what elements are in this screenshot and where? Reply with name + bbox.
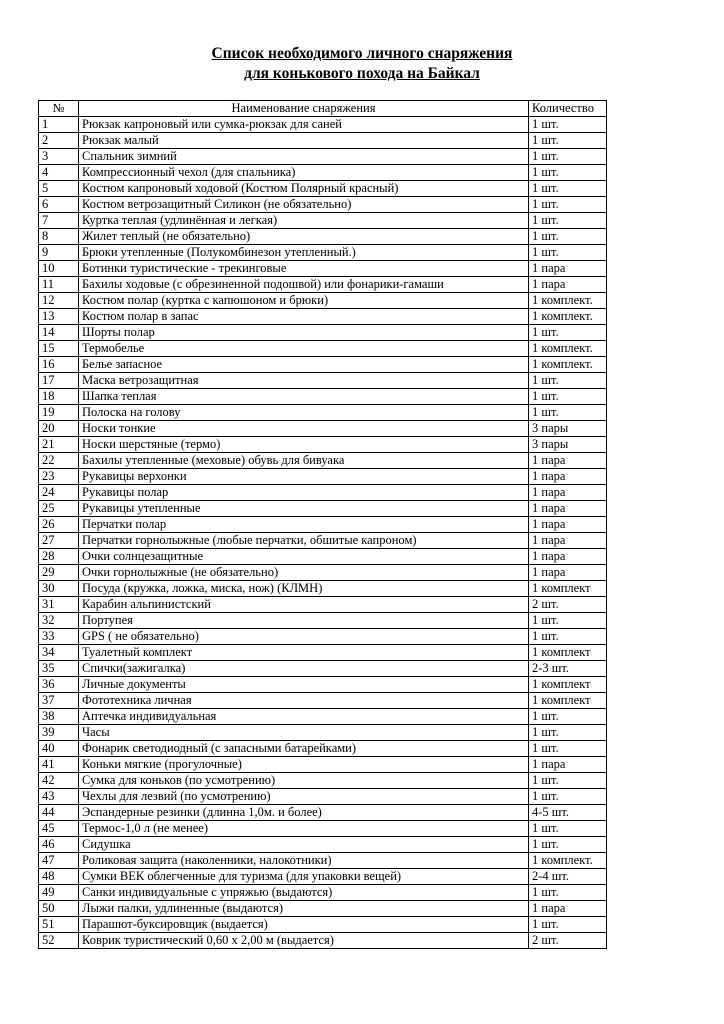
item-name: Фонарик светодиодный (с запасными батарейками) <box>79 741 529 757</box>
row-number: 11 <box>39 277 79 293</box>
row-number: 2 <box>39 133 79 149</box>
item-quantity: 1 шт. <box>529 133 607 149</box>
item-quantity: 2-3 шт. <box>529 661 607 677</box>
item-quantity: 1 комплект <box>529 581 607 597</box>
table-row <box>39 693 607 709</box>
table-row <box>39 757 607 773</box>
table-row <box>39 613 607 629</box>
document-title <box>0 44 724 84</box>
item-name: Термос-1,0 л (не менее) <box>79 821 529 837</box>
table-row <box>39 533 607 549</box>
item-name: Санки индивидуальные с упряжью (выдаются) <box>79 885 529 901</box>
row-number: 33 <box>39 629 79 645</box>
item-name: Посуда (кружка, ложка, миска, нож) (КЛМН) <box>79 581 529 597</box>
item-quantity: 1 пара <box>529 565 607 581</box>
row-number: 28 <box>39 549 79 565</box>
table-header-row <box>39 101 607 117</box>
item-quantity: 1 шт. <box>529 149 607 165</box>
row-number: 23 <box>39 469 79 485</box>
item-name: Аптечка индивидуальная <box>79 709 529 725</box>
item-quantity: 1 шт. <box>529 773 607 789</box>
item-quantity: 1 шт. <box>529 837 607 853</box>
item-quantity: 1 шт. <box>529 229 607 245</box>
item-name: Костюм капроновый ходовой (Костюм Полярный красный) <box>79 181 529 197</box>
table-row <box>39 421 607 437</box>
table-row <box>39 677 607 693</box>
table-row <box>39 837 607 853</box>
row-number: 16 <box>39 357 79 373</box>
table-row <box>39 565 607 581</box>
item-quantity: 2-4 шт. <box>529 869 607 885</box>
item-name: Часы <box>79 725 529 741</box>
item-name: Парашют-буксировщик (выдается) <box>79 917 529 933</box>
row-number: 7 <box>39 213 79 229</box>
item-name: Ботинки туристические - трекинговые <box>79 261 529 277</box>
item-name: Компрессионный чехол (для спальника) <box>79 165 529 181</box>
table-row <box>39 933 607 949</box>
table-row <box>39 581 607 597</box>
item-name: Куртка теплая (удлинённая и легкая) <box>79 213 529 229</box>
item-quantity: 1 шт. <box>529 373 607 389</box>
table-row <box>39 805 607 821</box>
table-row <box>39 549 607 565</box>
header-quantity: Количество <box>529 101 607 117</box>
item-quantity: 1 комплект. <box>529 853 607 869</box>
item-quantity: 1 комплект. <box>529 357 607 373</box>
item-name: Маска ветрозащитная <box>79 373 529 389</box>
row-number: 24 <box>39 485 79 501</box>
item-quantity: 1 пара <box>529 485 607 501</box>
item-name: Сумка для коньков (по усмотрению) <box>79 773 529 789</box>
header-number: № <box>39 101 79 117</box>
table-row <box>39 789 607 805</box>
row-number: 15 <box>39 341 79 357</box>
table-row <box>39 261 607 277</box>
row-number: 41 <box>39 757 79 773</box>
row-number: 12 <box>39 293 79 309</box>
item-name: Бахилы утепленные (меховые) обувь для бивуака <box>79 453 529 469</box>
table-row <box>39 181 607 197</box>
row-number: 49 <box>39 885 79 901</box>
row-number: 14 <box>39 325 79 341</box>
item-quantity: 1 шт. <box>529 405 607 421</box>
table-row <box>39 325 607 341</box>
item-quantity: 4-5 шт. <box>529 805 607 821</box>
table-row <box>39 437 607 453</box>
item-quantity: 1 шт. <box>529 325 607 341</box>
table-row <box>39 773 607 789</box>
row-number: 42 <box>39 773 79 789</box>
item-quantity: 1 шт. <box>529 213 607 229</box>
item-name: Роликовая защита (наколенники, налокотники) <box>79 853 529 869</box>
item-name: Фототехника личная <box>79 693 529 709</box>
row-number: 21 <box>39 437 79 453</box>
item-name: Брюки утепленные (Полукомбинезон утепленный.) <box>79 245 529 261</box>
table-row <box>39 821 607 837</box>
item-name: Коврик туристический 0,60 х 2,00 м (выдается) <box>79 933 529 949</box>
item-name: Термобелье <box>79 341 529 357</box>
row-number: 31 <box>39 597 79 613</box>
table-row <box>39 165 607 181</box>
item-quantity: 3 пары <box>529 437 607 453</box>
item-name: Шапка теплая <box>79 389 529 405</box>
row-number: 6 <box>39 197 79 213</box>
item-name: Чехлы для лезвий (по усмотрению) <box>79 789 529 805</box>
row-number: 40 <box>39 741 79 757</box>
row-number: 43 <box>39 789 79 805</box>
table-row <box>39 117 607 133</box>
row-number: 19 <box>39 405 79 421</box>
table-row <box>39 917 607 933</box>
item-name: Шорты полар <box>79 325 529 341</box>
item-quantity: 1 шт. <box>529 885 607 901</box>
table-row <box>39 133 607 149</box>
row-number: 22 <box>39 453 79 469</box>
equipment-table <box>38 100 607 949</box>
item-quantity: 1 пара <box>529 517 607 533</box>
item-name: Рюкзак малый <box>79 133 529 149</box>
row-number: 18 <box>39 389 79 405</box>
item-quantity: 1 шт. <box>529 389 607 405</box>
item-name: Портупея <box>79 613 529 629</box>
row-number: 20 <box>39 421 79 437</box>
item-quantity: 1 шт. <box>529 245 607 261</box>
item-quantity: 1 пара <box>529 453 607 469</box>
item-name: Эспандерные резинки (длинна 1,0м. и более) <box>79 805 529 821</box>
item-name: Карабин альпинистский <box>79 597 529 613</box>
table-row <box>39 597 607 613</box>
table-row <box>39 149 607 165</box>
item-name: Носки тонкие <box>79 421 529 437</box>
table-row <box>39 309 607 325</box>
table-row <box>39 869 607 885</box>
row-number: 8 <box>39 229 79 245</box>
item-name: Сидушка <box>79 837 529 853</box>
row-number: 25 <box>39 501 79 517</box>
table-row <box>39 645 607 661</box>
table-row <box>39 485 607 501</box>
item-name: Белье запасное <box>79 357 529 373</box>
item-name: Костюм полар в запас <box>79 309 529 325</box>
table-row <box>39 229 607 245</box>
row-number: 48 <box>39 869 79 885</box>
row-number: 13 <box>39 309 79 325</box>
row-number: 46 <box>39 837 79 853</box>
item-quantity: 1 комплект. <box>529 309 607 325</box>
item-name: Рукавицы полар <box>79 485 529 501</box>
row-number: 27 <box>39 533 79 549</box>
table-row <box>39 357 607 373</box>
item-quantity: 1 комплект <box>529 693 607 709</box>
row-number: 39 <box>39 725 79 741</box>
item-quantity: 1 пара <box>529 533 607 549</box>
item-quantity: 1 пара <box>529 901 607 917</box>
item-quantity: 1 пара <box>529 757 607 773</box>
item-quantity: 1 шт. <box>529 197 607 213</box>
item-name: Коньки мягкие (прогулочные) <box>79 757 529 773</box>
item-name: Перчатки горнолыжные (любые перчатки, обшитые капроном) <box>79 533 529 549</box>
table-row <box>39 725 607 741</box>
item-quantity: 1 пара <box>529 277 607 293</box>
row-number: 35 <box>39 661 79 677</box>
table-row <box>39 661 607 677</box>
item-quantity: 1 пара <box>529 261 607 277</box>
item-name: Костюм ветрозащитный Силикон (не обязательно) <box>79 197 529 213</box>
table-row <box>39 501 607 517</box>
item-name: Очки горнолыжные (не обязательно) <box>79 565 529 581</box>
row-number: 30 <box>39 581 79 597</box>
item-quantity: 1 пара <box>529 501 607 517</box>
item-quantity: 1 шт. <box>529 181 607 197</box>
item-name: Носки шерстяные (термо) <box>79 437 529 453</box>
item-name: GPS ( не обязательно) <box>79 629 529 645</box>
table-row <box>39 389 607 405</box>
table-row <box>39 517 607 533</box>
row-number: 26 <box>39 517 79 533</box>
item-quantity: 1 шт. <box>529 821 607 837</box>
table-row <box>39 901 607 917</box>
row-number: 44 <box>39 805 79 821</box>
table-row <box>39 853 607 869</box>
item-name: Рукавицы верхонки <box>79 469 529 485</box>
table-row <box>39 245 607 261</box>
item-name: Спальник зимний <box>79 149 529 165</box>
row-number: 4 <box>39 165 79 181</box>
item-name: Очки солнцезащитные <box>79 549 529 565</box>
row-number: 50 <box>39 901 79 917</box>
row-number: 51 <box>39 917 79 933</box>
item-quantity: 1 шт. <box>529 613 607 629</box>
item-name: Полоска на голову <box>79 405 529 421</box>
table-row <box>39 373 607 389</box>
item-quantity: 1 шт. <box>529 165 607 181</box>
item-name: Рюкзак капроновый или сумка-рюкзак для саней <box>79 117 529 133</box>
title-line-2: для конькового похода на Байкал <box>244 65 480 82</box>
item-quantity: 1 шт. <box>529 789 607 805</box>
table-row <box>39 277 607 293</box>
item-quantity: 1 шт. <box>529 917 607 933</box>
row-number: 52 <box>39 933 79 949</box>
item-quantity: 1 пара <box>529 549 607 565</box>
title-line-1: Список необходимого личного снаряжения <box>211 45 513 62</box>
row-number: 45 <box>39 821 79 837</box>
row-number: 9 <box>39 245 79 261</box>
row-number: 17 <box>39 373 79 389</box>
row-number: 38 <box>39 709 79 725</box>
item-quantity: 1 комплект. <box>529 341 607 357</box>
item-quantity: 1 комплект <box>529 677 607 693</box>
item-name: Лыжи палки, удлиненные (выдаются) <box>79 901 529 917</box>
item-quantity: 1 пара <box>529 469 607 485</box>
item-name: Перчатки полар <box>79 517 529 533</box>
item-name: Костюм полар (куртка с капюшоном и брюки) <box>79 293 529 309</box>
item-name: Туалетный комплект <box>79 645 529 661</box>
table-row <box>39 293 607 309</box>
item-name: Сумки ВЕК облегченные для туризма (для упаковки вещей) <box>79 869 529 885</box>
item-name: Спички(зажигалка) <box>79 661 529 677</box>
row-number: 5 <box>39 181 79 197</box>
item-quantity: 1 комплект. <box>529 293 607 309</box>
item-quantity: 1 шт. <box>529 709 607 725</box>
item-quantity: 2 шт. <box>529 597 607 613</box>
row-number: 10 <box>39 261 79 277</box>
item-quantity: 1 шт. <box>529 629 607 645</box>
row-number: 37 <box>39 693 79 709</box>
item-quantity: 2 шт. <box>529 933 607 949</box>
item-quantity: 1 шт. <box>529 741 607 757</box>
row-number: 36 <box>39 677 79 693</box>
item-quantity: 1 шт. <box>529 117 607 133</box>
item-name: Жилет теплый (не обязательно) <box>79 229 529 245</box>
row-number: 3 <box>39 149 79 165</box>
row-number: 29 <box>39 565 79 581</box>
row-number: 1 <box>39 117 79 133</box>
table-row <box>39 453 607 469</box>
table-row <box>39 741 607 757</box>
table-row <box>39 885 607 901</box>
table-row <box>39 341 607 357</box>
table-row <box>39 405 607 421</box>
row-number: 34 <box>39 645 79 661</box>
table-row <box>39 213 607 229</box>
item-name: Личные документы <box>79 677 529 693</box>
item-quantity: 1 комплект <box>529 645 607 661</box>
table-row <box>39 709 607 725</box>
item-name: Бахилы ходовые (с обрезиненной подошвой) или фонарики-гамаши <box>79 277 529 293</box>
header-name: Наименование снаряжения <box>79 101 529 117</box>
table-row <box>39 197 607 213</box>
item-name: Рукавицы утепленные <box>79 501 529 517</box>
table-row <box>39 469 607 485</box>
item-quantity: 1 шт. <box>529 725 607 741</box>
row-number: 32 <box>39 613 79 629</box>
item-quantity: 3 пары <box>529 421 607 437</box>
row-number: 47 <box>39 853 79 869</box>
table-row <box>39 629 607 645</box>
